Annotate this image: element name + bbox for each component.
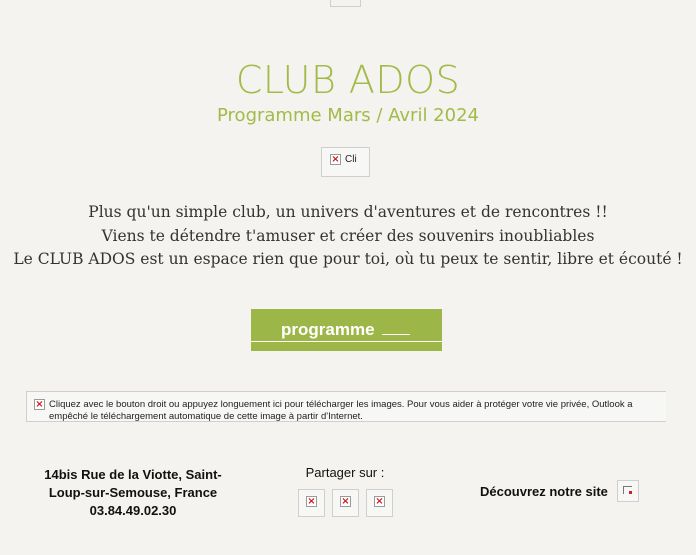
intro-line: Viens te détendre t'amuser et créer des souvenirs inoubliables	[101, 226, 595, 245]
image-alt-text: Cli	[345, 154, 357, 165]
address-line: Loup-sur-Semouse, France	[48, 485, 218, 500]
top-image-placeholder	[330, 0, 361, 7]
link-underline	[382, 334, 410, 335]
broken-image-icon: ×	[35, 399, 44, 410]
share-button-3[interactable]	[366, 489, 393, 517]
broken-image-icon: ×	[331, 154, 340, 165]
intro-line: Plus qu'un simple club, un univers d'aventures et de rencontres !!	[88, 203, 608, 221]
broken-image-icon: ×	[341, 496, 350, 507]
phone-number: 03.84.49.02.30	[89, 503, 177, 518]
share-button-2[interactable]	[332, 489, 359, 517]
intro-text	[0, 201, 696, 272]
button-underline	[251, 341, 442, 342]
share-button-1[interactable]	[298, 489, 325, 517]
intro-line: Le CLUB ADOS est un espace rien que pour toi, où tu peux te sentir, libre et écouté !	[13, 250, 683, 268]
page-subtitle: Programme Mars / Avril 2024	[217, 105, 479, 126]
page-title: CLUB ADOS	[235, 58, 461, 102]
discover-site-label[interactable]: Découvrez notre site	[480, 484, 608, 499]
broken-image-icon: ×	[375, 496, 384, 507]
website-link-icon[interactable]	[617, 480, 639, 502]
blocked-image-notice: Cliquez avec le bouton droit ou appuyez longuement ici pour télécharger les images. Pour vous aider à protéger votre vie privée, Outlook a empêché le téléchargement automatique de cette image à partir d'Internet.	[49, 399, 633, 422]
header-image-placeholder[interactable]	[321, 147, 370, 177]
programme-button[interactable]	[251, 309, 442, 351]
broken-image-icon	[623, 486, 632, 494]
address-line: 14bis Rue de la Viotte, Saint-	[44, 467, 222, 482]
footer-address	[30, 466, 236, 520]
broken-image-icon: ×	[307, 496, 316, 507]
programme-button-label: programme	[281, 320, 375, 339]
share-label: Partager sur :	[305, 465, 385, 480]
blocked-image-banner[interactable]	[26, 391, 666, 422]
